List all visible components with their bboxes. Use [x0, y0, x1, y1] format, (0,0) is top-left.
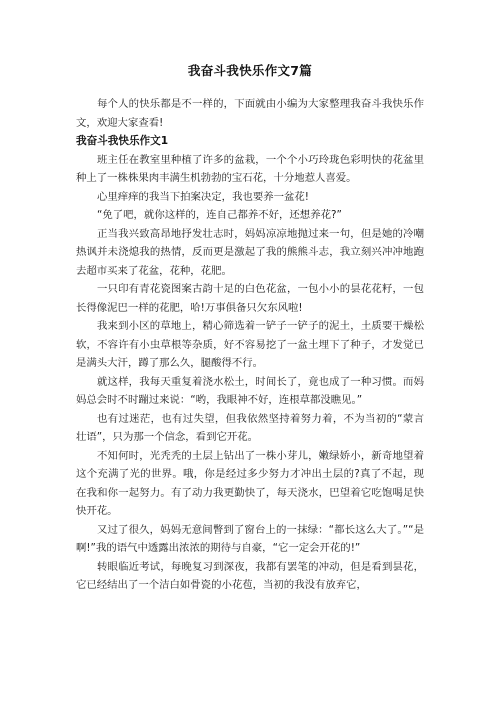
section-heading: 我奋斗我快乐作文1 — [76, 135, 169, 147]
paragraph: 也有过迷茫，也有过失望，但我依然坚持着努力着，不为当初的“蒙言壮语”，只为那一个信念，看到它开花。 — [76, 412, 424, 443]
paragraph: 转眼临近考试，每晚复习到深夜，我都有罢笔的冲动，但是看到昙花，它已经结出了一个洁白如骨瓷的小花苞，当初的我没有放弃它， — [76, 560, 424, 591]
paragraph: 又过了很久，妈妈无意间瞥到了窗台上的一抹绿：“都长这么大了。”“是啊!”我的语气中透露出浓浓的期待与自豪，“它一定会开花的!” — [76, 523, 424, 554]
paragraph: 心里痒痒的我当下拍案决定，我也要养一盆花! — [97, 190, 309, 203]
paragraph: 班主任在教室里种植了许多的盆栽，一个个小巧玲珑色彩明快的花盆里种上了一株株果肉丰满生机勃勃的宝石花，十分地惹人喜爱。 — [76, 153, 424, 184]
paragraph: 正当我兴致高昂地抒发壮志时，妈妈凉凉地抛过来一句，但是她的冷嘲热讽并未浇熄我的热情，反而更是激起了我的熊熊斗志，我立刻兴冲冲地跑去超市买来了花盆，花种，花肥。 — [76, 227, 424, 277]
paragraph: 一只印有青花瓷图案古韵十足的白色花盆，一包小小的昙花花籽，一包长得像泥巴一样的花肥，哈!万事俱备只欠东风啦! — [76, 283, 424, 314]
intro-paragraph: 每个人的快乐都是不一样的，下面就由小编为大家整理我奋斗我快乐作文，欢迎大家查看! — [76, 98, 424, 129]
paragraph: 不知何时，光秃秃的土层上钻出了一株小芽儿，嫩绿娇小，新奇地望着这个充满了光的世界。哦，你是经过多少努力才冲出土层的?真了不起，现在我和你一起努力。有了动力我更勤快了，每天浇水，巴望着它吃饱喝足快快开花。 — [76, 449, 424, 517]
paragraph: 我来到小区的草地上，精心筛选着一铲子一铲子的泥土，土质要干燥松软，不容许有小虫草根等杂质，好不容易挖了一盆土埋下了种子，才发觉已是满头大汗，蹲了那么久，腿酸得不行。 — [76, 320, 424, 369]
document-title: 我奋斗我快乐作文7篇 — [187, 63, 313, 78]
paragraph: “免了吧，就你这样的，连自己都养不好，还想养花?” — [97, 209, 342, 221]
paragraph: 就这样，我每天重复着浇水松土，时间长了，竟也成了一种习惯。而妈妈总会时不时蹦过来说：“哟，我眼神不好，连根草都没瞧见。” — [76, 375, 424, 406]
